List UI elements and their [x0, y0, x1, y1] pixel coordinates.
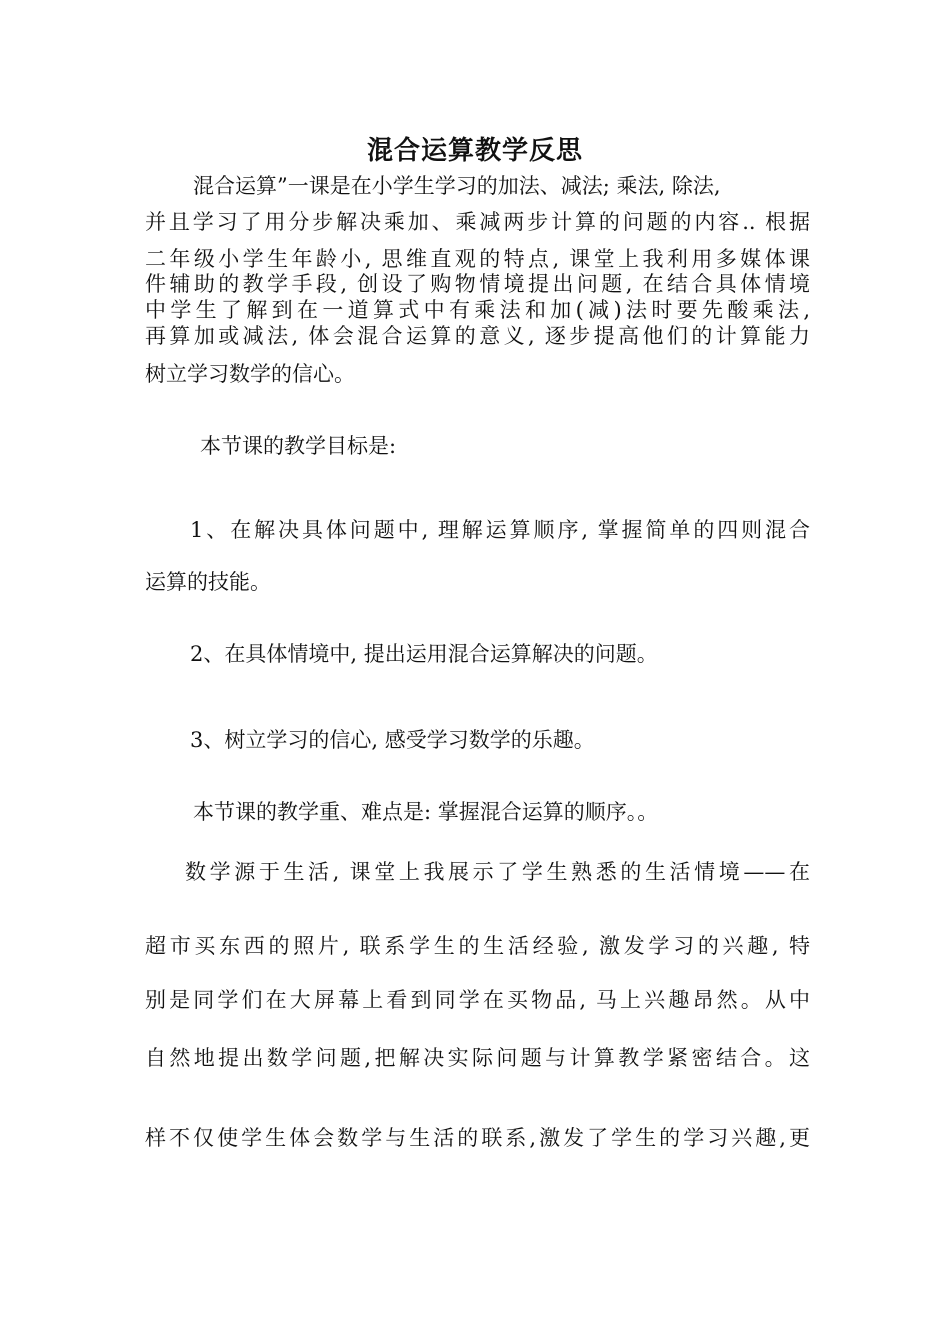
paragraph-line: 再算加或减法, 体会混合运算的意义, 逐步提高他们的计算能力: [145, 324, 810, 348]
paragraph-line: 混合运算”一课是在小学生学习的加法、减法; 乘法, 除法,: [193, 174, 721, 198]
objective-item: 1、在解决具体问题中, 理解运算顺序, 掌握简单的四则混合: [190, 518, 810, 542]
paragraph-line: 树立学习数学的信心。: [145, 362, 355, 386]
paragraph-line: 自然地提出数学问题,把解决实际问题与计算教学紧密结合。这: [145, 1046, 810, 1070]
objective-item: 3、树立学习的信心, 感受学习数学的乐趣。: [190, 728, 595, 752]
paragraph-line: 超市买东西的照片, 联系学生的生活经验, 激发学习的兴趣, 特: [145, 934, 810, 958]
paragraph-line: 件辅助的教学手段, 创设了购物情境提出问题, 在结合具体情境: [145, 272, 810, 296]
objective-item: 2、在具体情境中, 提出运用混合运算解决的问题。: [190, 642, 658, 666]
document-title: 混合运算教学反思: [366, 136, 583, 166]
paragraph-line: 中学生了解到在一道算式中有乘法和加(减)法时要先酸乘法,: [145, 298, 810, 322]
paragraph-line: 数学源于生活, 课堂上我展示了学生熟悉的生活情境——在: [185, 860, 810, 884]
paragraph-line: 别是同学们在大屏幕上看到同学在买物品, 马上兴趣昂然。从中: [145, 988, 810, 1012]
objective-item-continued: 运算的技能。: [145, 570, 271, 594]
section-heading: 本节课的教学重、难点是: 掌握混合运算的顺序。。: [193, 800, 659, 824]
section-heading: 本节课的教学目标是:: [200, 434, 397, 458]
paragraph-line: 二年级小学生年龄小, 思维直观的特点, 课堂上我利用多媒体课: [145, 247, 810, 271]
paragraph-line: 样不仅使学生体会数学与生活的联系,激发了学生的学习兴趣,更: [145, 1126, 810, 1150]
paragraph-line: 并且学习了用分步解决乘加、乘减两步计算的问题的内容.. 根据: [145, 210, 810, 234]
